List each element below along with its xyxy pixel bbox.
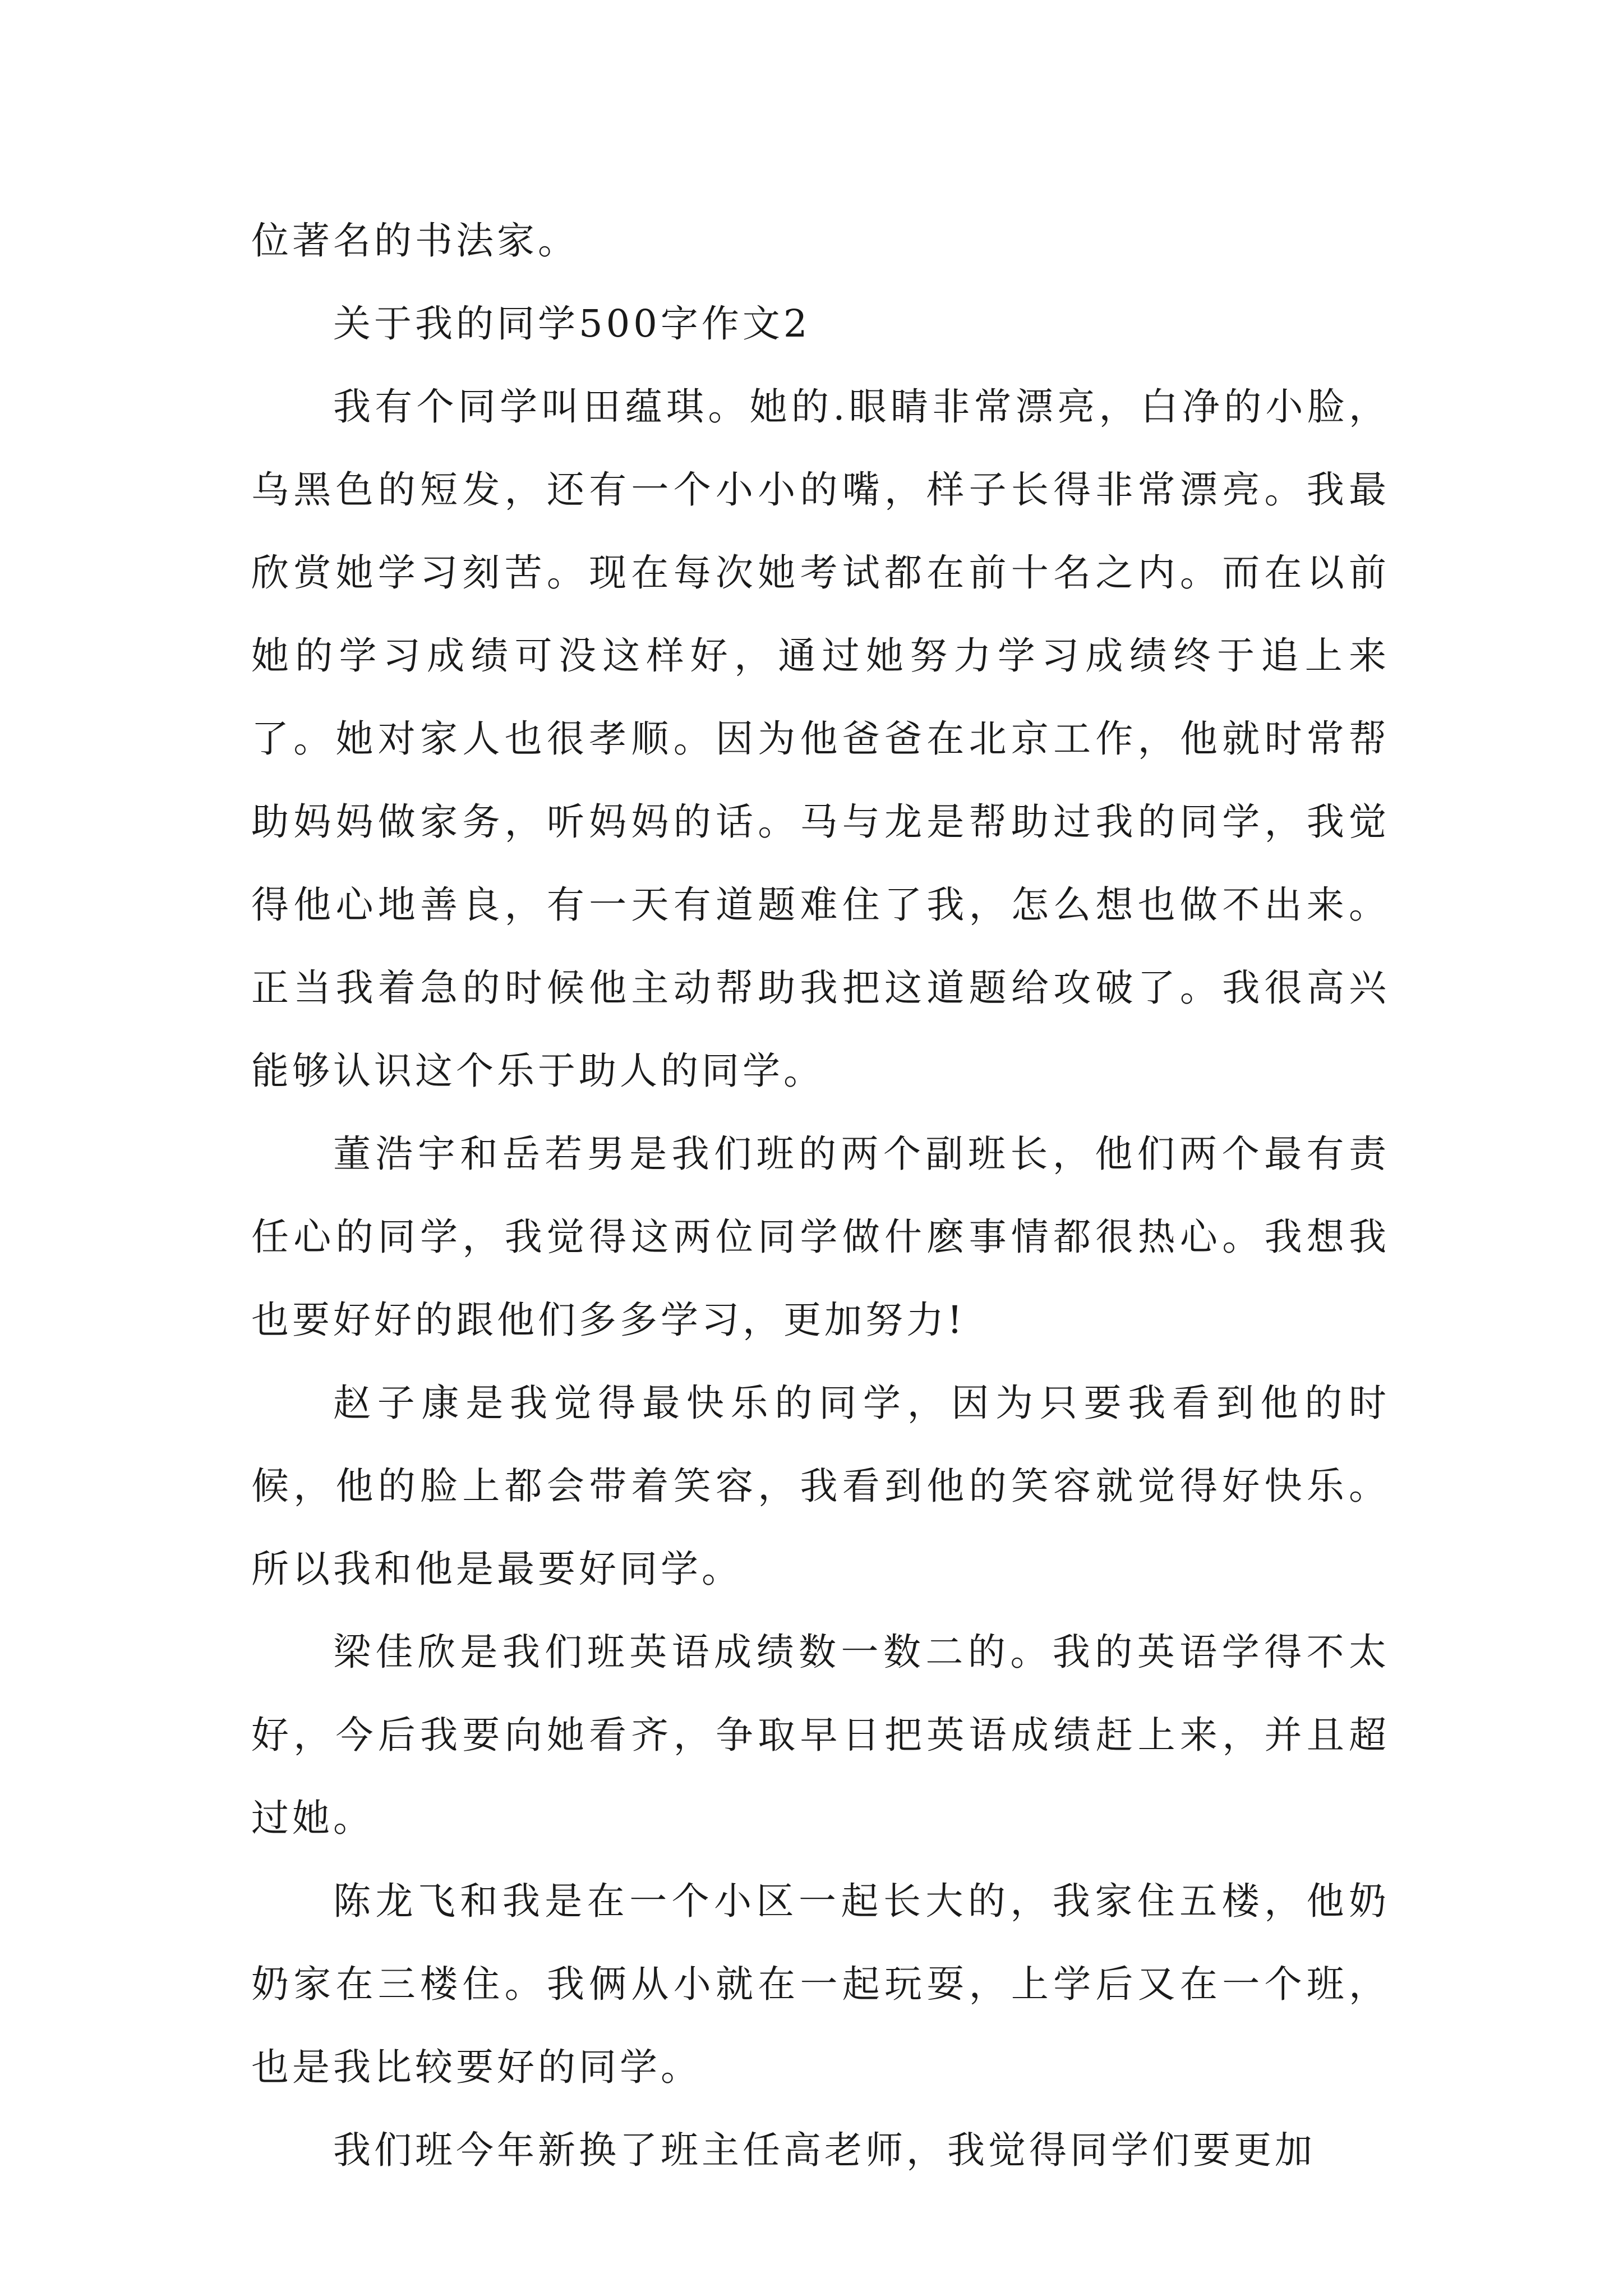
essay-subtitle: 关于我的同学500字作文2 (333, 302, 811, 346)
paragraph: 赵子康是我觉得最快乐的同学，因为只要我看到他的时候，他的脸上都会带着笑容，我看到他的笑容就觉得好快乐。所以我和他是最要好同学。 (251, 1381, 1390, 1591)
paragraph: 董浩宇和岳若男是我们班的两个副班长，他们两个最有责任心的同学，我觉得这两位同学做什麽事情都很热心。我想我也要好好的跟他们多多学习，更加努力! (251, 1132, 1390, 1342)
paragraph: 我有个同学叫田蕴琪。她的.眼睛非常漂亮，白净的小脸，乌黑色的短发，还有一个小小的嘴，样子长得非常漂亮。我最欣赏她学习刻苦。现在每次她考试都在前十名之内。而在以前她的学习成绩可没这样好，通过她努力学习成绩终于追上来了。她对家人也很孝顺。因为他爸爸在北京工作，他就时常帮助妈妈做家务，听妈妈的话。马与龙是帮助过我的同学，我觉得他心地善良，有一天有道题难住了我，怎么想也做不出来。正当我着急的时候他主动帮助我把这道题给攻破了。我很高兴能够认识这个乐于助人的同学。 (251, 385, 1390, 1093)
paragraph: 梁佳欣是我们班英语成绩数一数二的。我的英语学得不太好，今后我要向她看齐，争取早日把英语成绩赶上来，并且超过她。 (251, 1630, 1390, 1840)
paragraph: 陈龙飞和我是在一个小区一起长大的，我家住五楼，他奶奶家在三楼住。我俩从小就在一起玩耍，上学后又在一个班，也是我比较要好的同学。 (251, 1879, 1390, 2089)
continuation-text: 位著名的书法家。 (251, 219, 579, 263)
document-body (251, 199, 1390, 2192)
paragraph: 我们班今年新换了班主任高老师，我觉得同学们要更加 (333, 2128, 1316, 2172)
